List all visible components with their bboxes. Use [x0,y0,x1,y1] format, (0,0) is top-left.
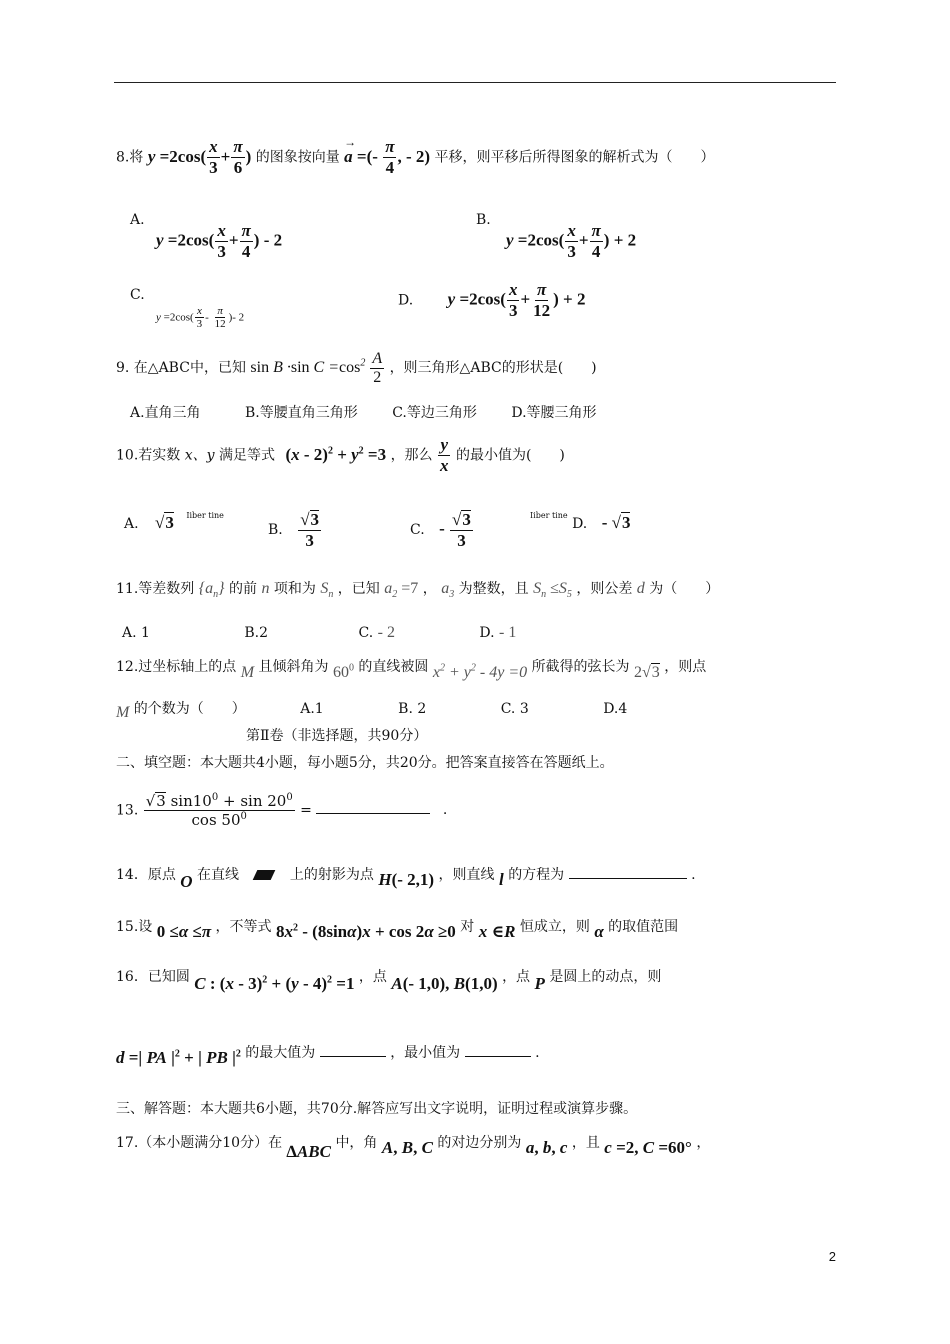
q11-lead: 11.等差数列 [116,581,195,597]
q14-text4: 的方程为 [508,867,565,883]
q16-text1: ，点 [358,969,387,985]
q12-text3: 所截得的弦长为 [531,659,630,675]
q11-opt-d-val: - 1 [499,624,517,641]
q8-text2: 平移，则平移后所得图象的解析式为（ ） [434,149,715,166]
q11-text6: ，则公差 [576,581,633,597]
q15-lead: 15.设 [116,919,153,935]
q14-text2: 上的射影为点 [289,867,374,883]
q10-option-b-label: B. [268,522,283,539]
question-17: 17.（本小题满分10分）在 ∆ABC 中，角 A, B, C 的对边分别为 a, b, c ，且 c =2, C =60° ， [116,1135,711,1161]
question-10 [116,436,565,475]
q11-options [122,624,516,642]
q10-text3: 的最小值为( ) [455,447,565,464]
q14-answer-blank[interactable] [569,878,687,879]
q9-opt-b: B.等腰直角三角形 [245,405,358,421]
section-2-title: 第Ⅱ卷（非选择题，共90分） [246,728,428,744]
section-3-heading: 三、解答题：本大题共6小题，共70分.解答应写出文字说明，证明过程或演算步骤。 [116,1101,638,1117]
q10-artifact-1: Iiber tine [186,511,224,520]
question-9 [116,350,597,387]
q8-option-c-label: C. [130,287,145,303]
q15-text4: 的取值范围 [608,919,679,935]
q10-equation: $(x - 2)^2 + y^2 =3$ [285,444,387,464]
q8-text1: 的图象按向量 [255,149,340,166]
q11-text3: ，已知 [337,581,380,597]
q11-opt-d: D. [479,625,495,641]
q13-answer-blank[interactable] [316,813,430,814]
q15-text1: ，不等式 [215,919,272,935]
q10-text2: ，那么 [390,447,433,464]
q16-lead: 16．已知圆 [116,969,190,985]
header-rule [114,82,836,83]
q16-text3: 是圆上的动点，则 [549,969,662,985]
question-16: 16．已知圆 C : (x - 3)$^2$ + (y - 4)$^2$ =1 ，点 A(- 1,0), B(1,0) ，点 P 是圆上的动点，则 [116,969,662,993]
q10-option-a-label: A. [124,516,139,532]
q9-opt-d: D.等腰三角形 [511,405,597,421]
q9-opt-c: C.等边三角形 [392,405,477,421]
q10-vars: x、y [184,447,215,464]
q8-option-d-formula: y =2cos( $\frac{x}{3}$ + $\frac{\pi}{12}$ ) + 2 [447,280,586,320]
q17-text1: 中，角 [335,1135,378,1151]
q17-lead: 17.（本小题满分10分）在 [116,1135,283,1151]
q11-opt-c-val: - 2 [377,624,395,641]
q10-option-c-label: C. [410,522,425,539]
q8-option-c [130,287,244,331]
q14-missing-glyph [253,870,276,880]
q16-tail: . [535,1045,540,1061]
q10-option-a [124,512,224,533]
q12-opt-c: C. 3 [500,701,529,717]
q8-option-d-label: D. [398,292,414,309]
q10-option-b-value: $\frac{√3}{3}$ [300,510,320,550]
q10-option-c [410,510,474,550]
q11-opt-b: B.2 [244,625,269,641]
q8-option-d [398,280,586,320]
q11-text7: 为（ ） [649,581,720,597]
question-12: 12.过坐标轴上的点 M 且倾斜角为 $60^0$ 的直线被圆 $x^2 + y^2 - 4y =0$ 所截得的弦长为 2√3 ，则点 [116,659,707,681]
q10-lead: 10.若实数 [116,447,181,464]
q10-option-c-value: - $\frac{√3}{3}$ [439,510,471,550]
q16-text5: ，最小值为 [390,1045,461,1061]
q9-opt-a: A.直角三角 [130,405,201,421]
q8-vector: → a =(- $\frac{\pi}{4}$ , - 2) [344,134,431,177]
q16-max-blank[interactable] [320,1056,386,1057]
question-15: 15.设 0 ≤α ≤π ，不等式 $8x^2 - (8\sin\alpha)x + \cos 2\alpha \ge 0$ 对 x ∈R 恒成立，则 α 的取值范围 [116,919,679,941]
question-11: 11.等差数列 $\{a_n\}$ 的前 n 项和为 $S_n$ ，已知 $a_2 =7$ ， $a_3$ 为整数，且 $S_n \le S_5$ ，则公差 d 为（ ） [116,580,720,601]
q8-option-c-formula: y =2cos( $\frac{x}{3}$ - $\frac{\pi}{12}$ )- 2 [156,305,245,331]
q14-tail: . [691,867,696,883]
page-number: 2 [828,1249,836,1264]
q9-options [130,402,597,422]
q15-text3: 恒成立，则 [519,919,590,935]
q10-option-b [268,510,322,550]
q14-text3: ，则直线 [438,867,495,883]
q10-artifact-2: Iiber tine [530,511,568,520]
q11-text2: 项和为 [273,581,316,597]
q12-opt-a: A.1 [300,701,324,717]
q10-text1: 满足等式 [218,447,275,464]
q14-text1: 在直线 [197,867,240,883]
q10-option-d-label: D. [572,516,588,532]
q8-lead: 8.将 [116,149,144,166]
question-14: 14．原点 O 在直线 上的射影为点 H(- 2,1) ，则直线 l 的方程为 . [116,867,696,891]
q11-opt-c: C. [358,625,374,641]
q12-opt-b: B. 2 [398,701,427,717]
q9-text2: ，则三角形△ABC的形状是( ) [389,360,597,377]
q17-text2: 的对边分别为 [437,1135,522,1151]
section-2-heading: 二、填空题：本大题共4小题，每小题5分，共20分。把答案直接答在答题纸上。 [116,755,614,771]
q8-option-b-label: B. [476,212,491,228]
question-12-line2: M 的个数为（ ） A.1 B. 2 C. 3 D.4 [116,701,628,721]
q10-option-d-value: - √3 [601,513,631,532]
q12-text5: 的个数为（ ） [133,701,246,717]
q9-lead: 9. 在△ABC中，已知 [116,360,246,377]
q12-text2: 的直线被圆 [358,659,429,675]
q8-function: y =2cos( $\frac{x}{3}$ + $\frac{\pi}{6}$ ) [147,137,252,177]
q16-text2: ，点 [502,969,531,985]
q8-option-b [476,212,636,261]
q13-expression: $\frac{√3 \sin 10^0 + \sin 20^0}{\cos 50^0}$ [145,792,293,829]
q17-text3: ，且 [571,1135,600,1151]
q10-option-d [530,512,630,533]
q17-tail: ， [696,1135,711,1151]
q11-text4: ， [422,581,437,597]
q12-text4: ，则点 [664,659,707,675]
q16-min-blank[interactable] [465,1056,531,1057]
q8-option-a-label: A. [130,212,145,228]
q10-ratio: $\frac{y}{x}$ [440,435,449,475]
q8-option-a [130,212,282,261]
q13-lead: 13. [116,802,139,819]
q12-text1: 且倾斜角为 [258,659,329,675]
q12-lead: 12.过坐标轴上的点 [116,659,237,675]
q14-lead: 14．原点 [116,867,176,883]
q11-text1: 的前 [228,581,257,597]
q16-text4: 的最大值为 [245,1045,316,1061]
q8-option-b-formula: y =2cos( $\frac{x}{3}$ + $\frac{\pi}{4}$ ) + 2 [506,221,637,261]
q9-formula: sin B ·sin $C =\cos^2$ $\frac{A}{2}$ [250,350,383,386]
q8-option-a-formula: y =2cos( $\frac{x}{3}$ + $\frac{\pi}{4}$ ) - 2 [156,221,283,261]
q11-opt-a: A. 1 [122,625,150,641]
q10-option-a-value: √3 [155,513,174,532]
q11-seq: $\{a_n\}$ [198,580,225,601]
question-13: 13. $\frac{√3 \sin 10^0 + \sin 20^0}{\cos 50^0}$ = . [116,792,448,829]
q15-text2: 对 [460,919,475,935]
q12-opt-d: D.4 [603,701,628,717]
q11-text5: 为整数，且 [458,581,529,597]
q13-tail: . [442,802,448,819]
question-16-line2: d =| PA $|^2$ + | PB $|^2$ 的最大值为 ，最小值为 . [116,1045,540,1067]
question-8 [116,134,715,177]
